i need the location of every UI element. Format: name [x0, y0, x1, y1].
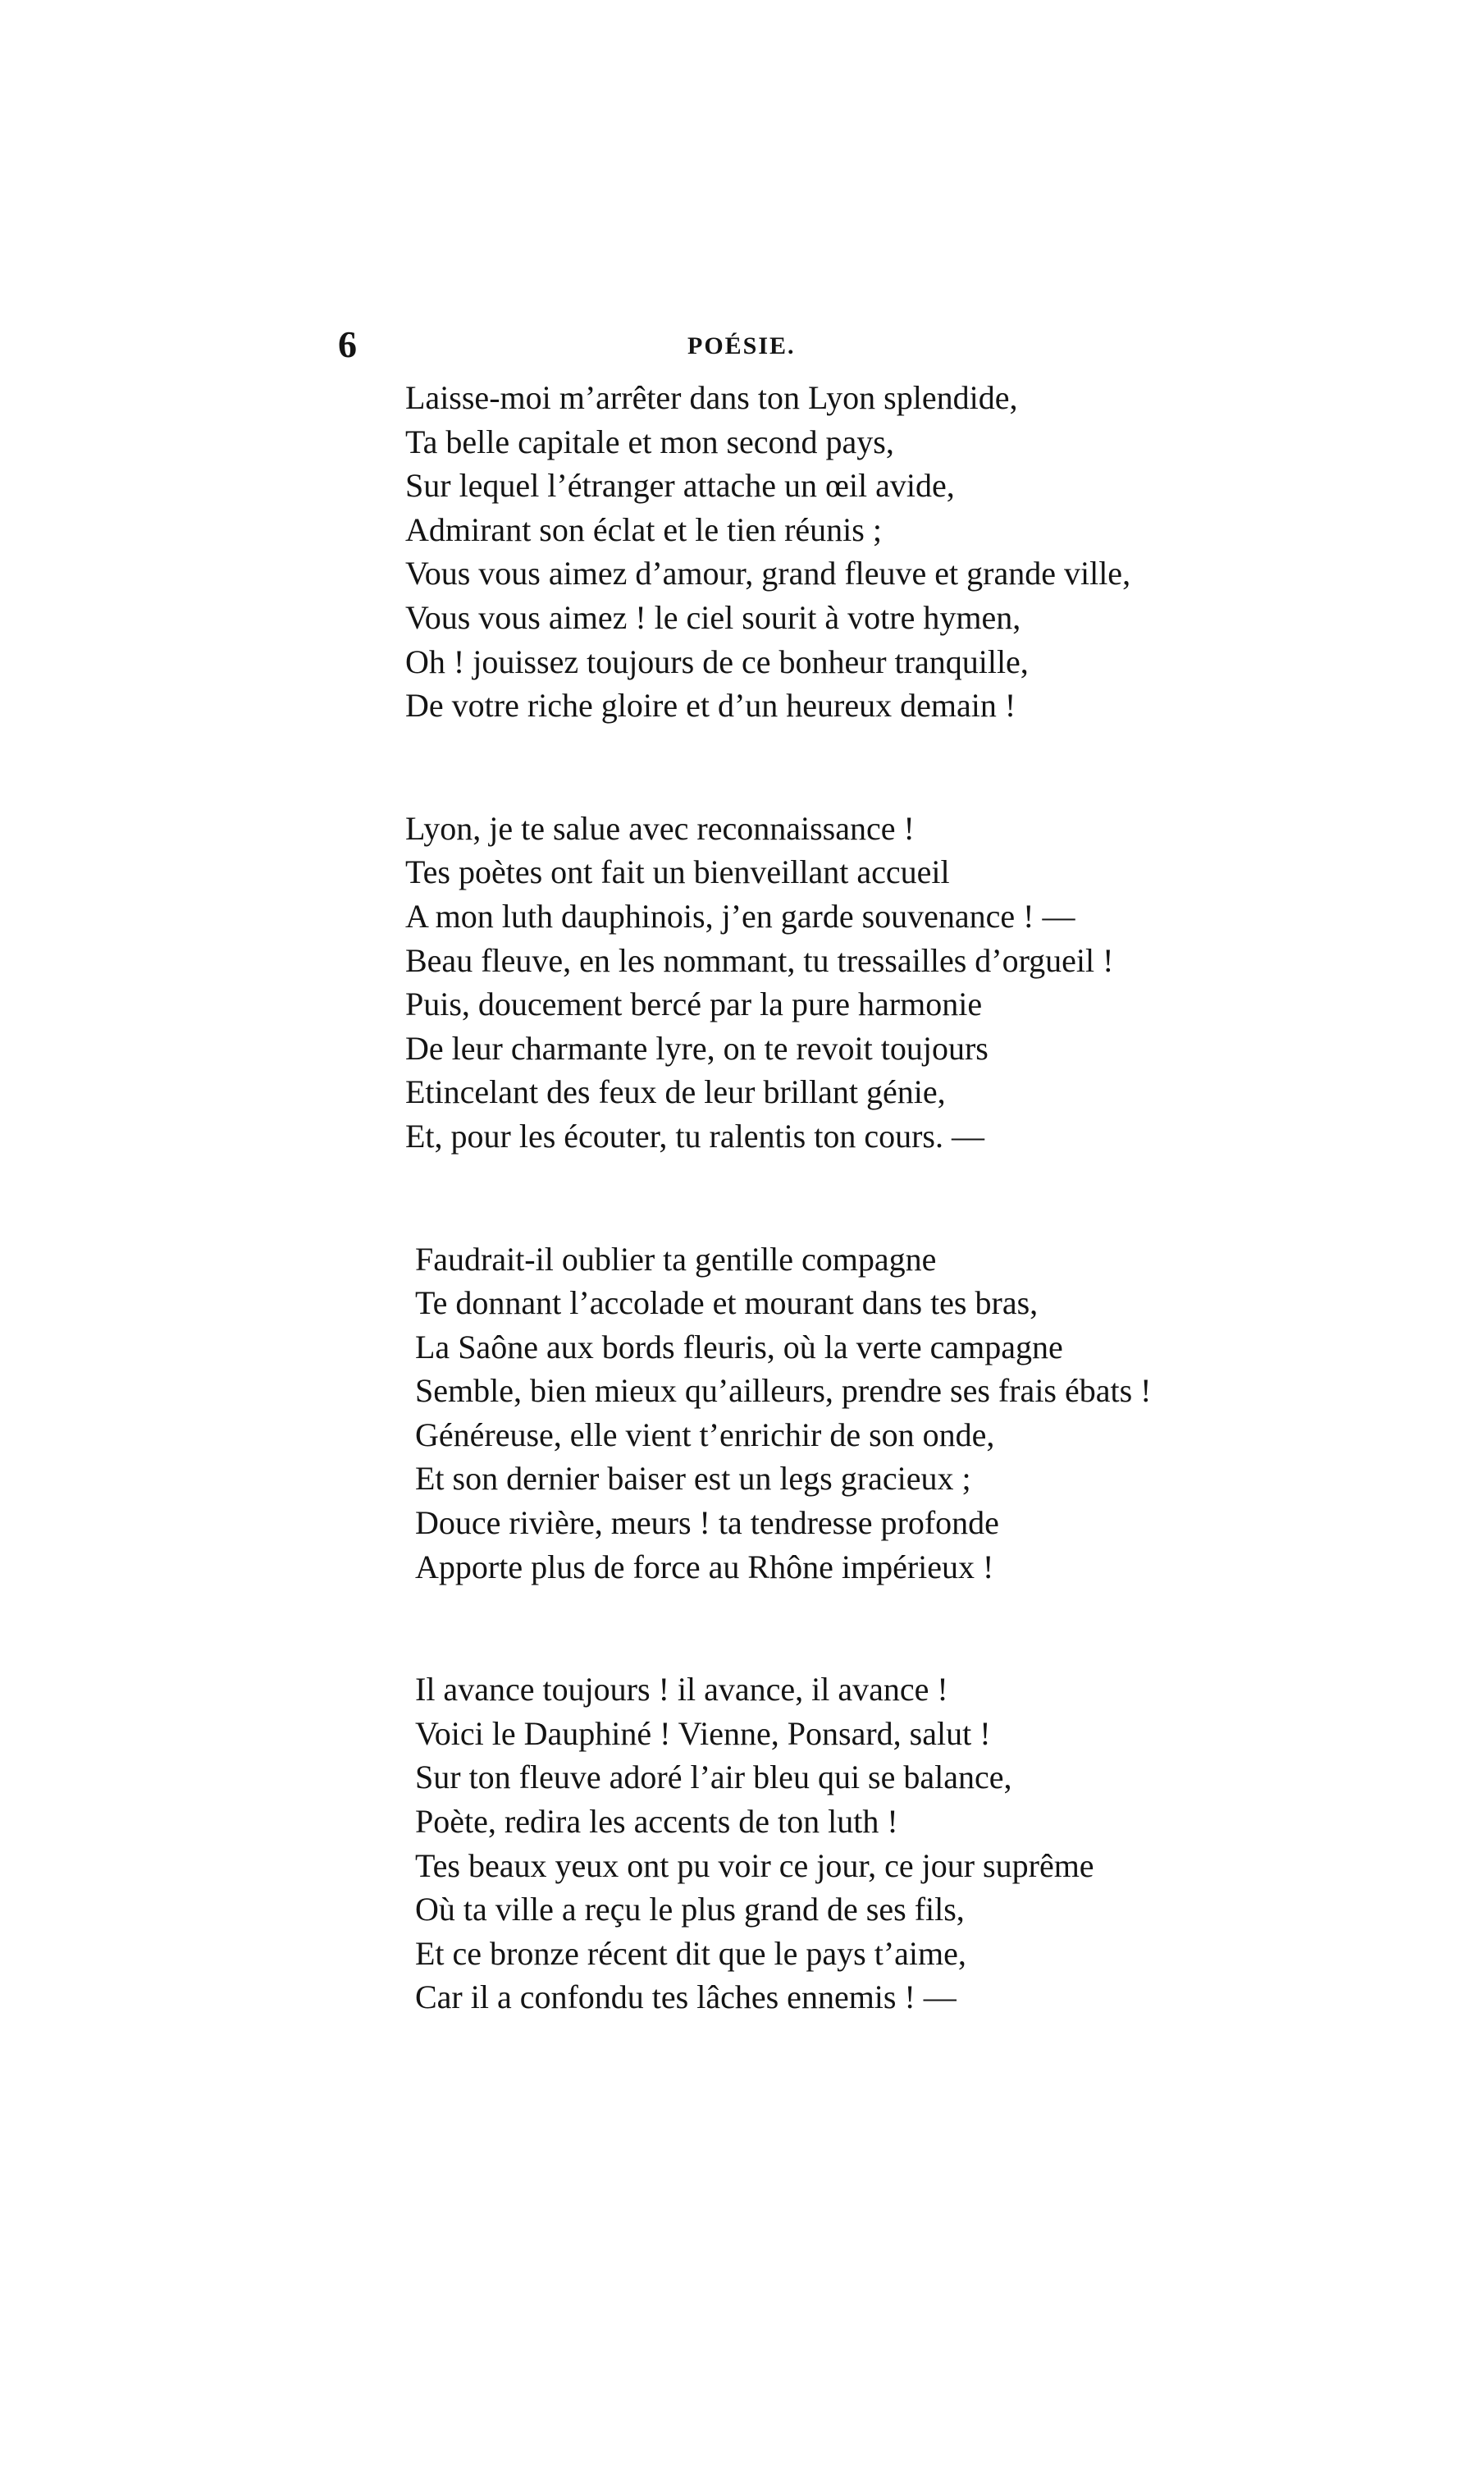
- verse-line: Te donnant l’accolade et mourant dans tes bras,: [415, 1284, 1039, 1322]
- verse-line: A mon luth dauphinois, j’en garde souvenance ! —: [405, 897, 1075, 935]
- verse-line: Poète, redira les accents de ton luth !: [415, 1803, 898, 1841]
- verse-line: De votre riche gloire et d’un heureux demain !: [405, 687, 1016, 725]
- stanza-1: [405, 376, 1226, 728]
- verse-line: Etincelant des feux de leur brillant génie,: [405, 1073, 946, 1111]
- verse-line: Vous vous aimez ! le ciel sourit à votre hymen,: [405, 598, 1021, 636]
- verse-line: Apporte plus de force au Rhône impérieux !: [415, 1548, 994, 1585]
- verse-line: Oh ! jouissez toujours de ce bonheur tranquille,: [405, 643, 1029, 680]
- stanza-3: [405, 1237, 1226, 1589]
- poem-body: [405, 376, 1226, 2098]
- verse-line: Ta belle capitale et mon second pays,: [405, 423, 894, 460]
- verse-line: Vous vous aimez d’amour, grand fleuve et grande ville,: [405, 555, 1131, 592]
- verse-line: Admirant son éclat et le tien réunis ;: [405, 510, 882, 548]
- verse-line: Et, pour les écouter, tu ralentis ton cours. —: [405, 1117, 984, 1155]
- verse-line: Voici le Dauphiné ! Vienne, Ponsard, salut !: [415, 1714, 991, 1752]
- stanza-2: [405, 807, 1226, 1159]
- verse-line: Douce rivière, meurs ! ta tendresse profonde: [415, 1504, 999, 1542]
- verse-line: Semble, bien mieux qu’ailleurs, prendre ses frais ébats !: [415, 1372, 1152, 1410]
- running-title: POÉSIE.: [687, 332, 796, 359]
- verse-line: Tes poètes ont fait un bienveillant accueil: [405, 853, 950, 891]
- page-number: 6: [338, 323, 357, 365]
- verse-line: Sur ton fleuve adoré l’air bleu qui se balance,: [415, 1759, 1012, 1796]
- verse-line: Faudrait-il oublier ta gentille compagne: [415, 1240, 937, 1278]
- verse-line: Il avance toujours ! il avance, il avance !: [415, 1671, 948, 1708]
- verse-line: Généreuse, elle vient t’enrichir de son onde,: [415, 1416, 995, 1453]
- verse-line: Lyon, je te salue avec reconnaissance !: [405, 809, 915, 847]
- verse-line: Et son dernier baiser est un legs gracieux ;: [415, 1460, 971, 1498]
- verse-line: Laisse-moi m’arrêter dans ton Lyon splendide,: [405, 379, 1018, 416]
- verse-line: De leur charmante lyre, on te revoit toujours: [405, 1029, 989, 1067]
- verse-line: Sur lequel l’étranger attache un œil avide,: [405, 467, 955, 505]
- verse-line: La Saône aux bords fleuris, où la verte campagne: [415, 1328, 1063, 1365]
- verse-line: Où ta ville a reçu le plus grand de ses fils,: [415, 1891, 965, 1928]
- stanza-4: [405, 1667, 1226, 2019]
- verse-line: Car il a confondu tes lâches ennemis ! —: [415, 1978, 957, 2016]
- verse-line: Puis, doucement bercé par la pure harmonie: [405, 986, 983, 1023]
- verse-line: Et ce bronze récent dit que le pays t’aime,: [415, 1934, 966, 1972]
- verse-line: Beau fleuve, en les nommant, tu tressailles d’orgueil !: [405, 941, 1114, 979]
- verse-line: Tes beaux yeux ont pu voir ce jour, ce jour suprême: [415, 1846, 1094, 1884]
